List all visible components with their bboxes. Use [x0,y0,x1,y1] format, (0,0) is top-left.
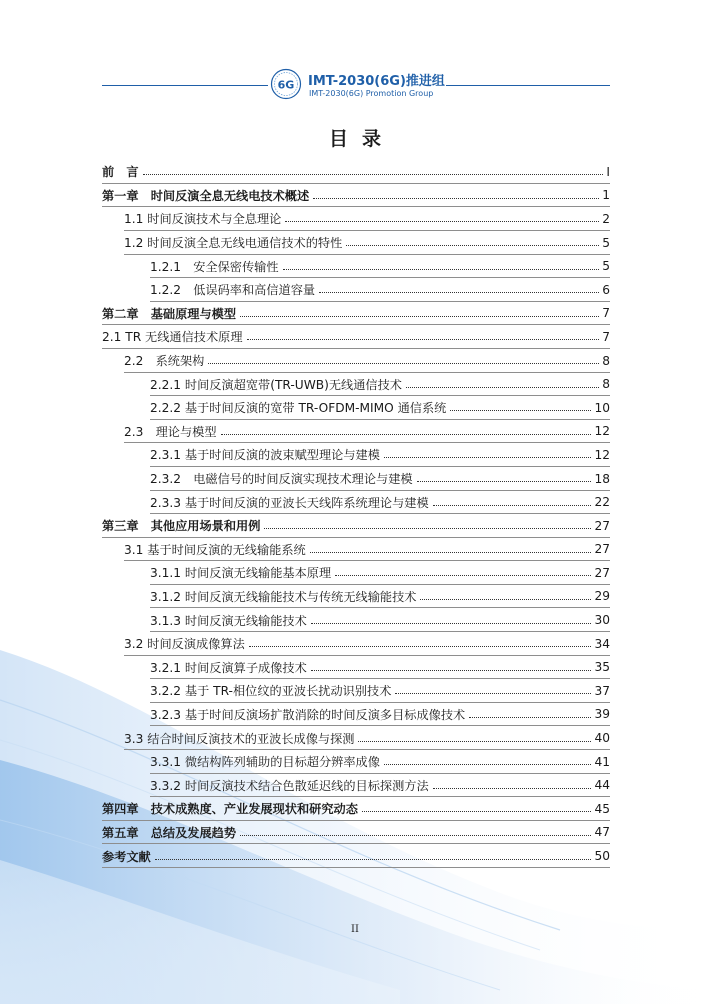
toc-entry[interactable] [102,821,610,845]
logo-text: 6G [277,78,295,92]
toc-dot-leader [249,646,592,647]
toc-entry-label: 3.3.2 时间反演技术结合色散延迟线的目标探测方法 [150,778,429,793]
toc-dot-leader [362,811,592,812]
toc-page-number: 18 [594,471,610,486]
toc-entry[interactable] [102,396,610,420]
toc-dot-leader [221,434,592,435]
toc-page-number: 44 [594,778,610,793]
toc-dot-leader [311,623,592,624]
toc-page-number: 47 [594,825,610,840]
toc-page-number: 7 [602,329,610,344]
toc-dot-leader [208,363,599,364]
toc-dot-leader [384,457,592,458]
toc-dot-leader [283,269,600,270]
toc-dot-leader [311,670,592,671]
toc-entry-label: 第五章 总结及发展趋势 [102,825,237,840]
toc-dot-leader [155,859,592,860]
toc-entry[interactable] [102,538,610,562]
toc-entry-label: 2.3 理论与模型 [124,424,217,439]
toc-entry[interactable] [102,514,610,538]
toc-page-number: 12 [594,424,610,439]
toc-page-number: 2 [602,211,610,226]
toc-dot-leader [240,316,599,317]
toc-dot-leader [264,528,591,529]
toc-entry[interactable] [102,679,610,703]
toc-dot-leader [420,599,591,600]
org-name: IMT-2030(6G)推进组 [308,74,445,89]
toc-dot-leader [335,575,591,576]
toc-dot-leader [450,410,591,411]
toc-entry[interactable] [102,797,610,821]
toc-entry-label: 第四章 技术成熟度、产业发展现状和研究动态 [102,802,358,817]
toc-page-number: 37 [594,683,610,698]
toc-dot-leader [240,835,591,836]
toc-entry[interactable] [102,184,610,208]
toc-entry[interactable] [102,467,610,491]
toc-entry[interactable] [102,160,610,184]
toc-entry-label: 2.2 系统架构 [124,354,205,369]
toc-dot-leader [384,764,592,765]
toc-page-number: 50 [594,849,610,864]
toc-entry[interactable] [102,254,610,278]
toc-dot-leader [143,174,604,175]
toc-dot-leader [319,292,599,293]
toc-page-number: 7 [602,306,610,321]
toc-entry[interactable] [102,349,610,373]
toc-page-number: 27 [594,565,610,580]
toc-entry[interactable] [102,302,610,326]
toc-entry-label: 第三章 其他应用场景和用例 [102,519,261,534]
toc-page-number: 27 [594,518,610,533]
toc-page-number: 8 [602,377,610,392]
toc-page-number: 12 [594,447,610,462]
toc-dot-leader [417,481,592,482]
page-title: 目录 [328,128,395,150]
toc-dot-leader [433,788,592,789]
toc-dot-leader [313,198,599,199]
toc-entry-label: 前 言 [102,165,139,180]
toc-page-number: 6 [602,282,610,297]
toc-entry-label: 2.3.2 电磁信号的时间反演实现技术理论与建模 [150,472,413,487]
toc-entry-label: 3.1.2 时间反演无线输能技术与传统无线输能技术 [150,589,417,604]
toc-entry-label: 3.2 时间反演成像算法 [124,637,245,652]
toc-dot-leader [433,505,592,506]
toc-page-number: 5 [602,259,610,274]
toc-page-number: 1 [602,188,610,203]
imt-2030-logo-icon [270,68,302,100]
toc-entry[interactable] [102,750,610,774]
toc-entry-label: 3.1.3 时间反演无线输能技术 [150,613,307,628]
page-header [0,66,710,106]
toc-entry-label: 3.1 基于时间反演的无线输能系统 [124,542,306,557]
toc-entry-label: 2.2.1 时间反演超宽带(TR-UWB)无线通信技术 [150,377,402,392]
toc-page-number: 45 [594,801,610,816]
page-number: II [351,924,359,935]
header-rule-left [102,85,268,86]
toc-entry[interactable] [102,325,610,349]
toc-entry-label: 2.1 TR 无线通信技术原理 [102,330,243,345]
toc-entry[interactable] [102,231,610,255]
toc-entry[interactable] [102,207,610,231]
toc-entry[interactable] [102,561,610,585]
toc-dot-leader [406,387,599,388]
toc-page-number: 8 [602,353,610,368]
toc-entry-label: 第二章 基础原理与模型 [102,306,237,321]
toc-page-number: 40 [594,731,610,746]
toc-entry[interactable] [102,608,610,632]
toc-page-number: I [606,164,610,179]
toc-page-number: 27 [594,542,610,557]
toc-page-number: 39 [594,707,610,722]
toc-entry-label: 3.3.1 微结构阵列辅助的目标超分辨率成像 [150,755,380,770]
toc-page-number: 34 [594,636,610,651]
toc-entry-label: 参考文献 [102,849,151,864]
toc-entry-label: 3.2.2 基于 TR-相位纹的亚波长扰动识别技术 [150,684,392,699]
toc-entry-label: 2.3.1 基于时间反演的波束赋型理论与建模 [150,448,380,463]
toc-entry-label: 1.2.1 安全保密传输性 [150,259,279,274]
toc-page-number: 41 [594,754,610,769]
table-of-contents [102,160,610,868]
toc-dot-leader [247,339,600,340]
toc-entry-label: 1.1 时间反演技术与全息理论 [124,212,282,227]
toc-entry-label: 2.3.3 基于时间反演的亚波长天线阵系统理论与建模 [150,495,429,510]
toc-entry-label: 3.2.1 时间反演算子成像技术 [150,660,307,675]
header-rule-right [446,85,610,86]
toc-entry[interactable] [102,443,610,467]
toc-entry[interactable] [102,655,610,679]
toc-dot-leader [469,717,591,718]
toc-entry-label: 3.3 结合时间反演技术的亚波长成像与探测 [124,731,355,746]
toc-entry[interactable] [102,420,610,444]
toc-entry[interactable] [102,632,610,656]
toc-entry[interactable] [102,490,610,514]
toc-page-number: 29 [594,589,610,604]
toc-entry-label: 3.1.1 时间反演无线输能基本原理 [150,566,332,581]
toc-page-number: 30 [594,613,610,628]
toc-dot-leader [358,741,591,742]
toc-dot-leader [395,693,591,694]
toc-page-number: 5 [602,235,610,250]
toc-dot-leader [285,221,599,222]
toc-entry[interactable] [102,585,610,609]
toc-page-number: 35 [594,660,610,675]
toc-dot-leader [346,245,599,246]
toc-page-number: 10 [594,400,610,415]
toc-page-number: 22 [594,495,610,510]
toc-dot-leader [310,552,592,553]
toc-entry-label: 1.2.2 低误码率和高信道容量 [150,283,316,298]
toc-entry[interactable] [102,703,610,727]
toc-entry[interactable] [102,278,610,302]
toc-entry-label: 2.2.2 基于时间反演的宽带 TR-OFDM-MIMO 通信系统 [150,401,447,416]
toc-entry[interactable] [102,726,610,750]
toc-entry[interactable] [102,844,610,868]
toc-entry[interactable] [102,372,610,396]
org-subtitle: IMT-2030(6G) Promotion Group [309,89,434,98]
toc-entry-label: 3.2.3 基于时间反演场扩散消除的时间反演多目标成像技术 [150,707,466,722]
toc-entry[interactable] [102,773,610,797]
toc-entry-label: 1.2 时间反演全息无线电通信技术的特性 [124,236,343,251]
toc-entry-label: 第一章 时间反演全息无线电技术概述 [102,188,310,203]
